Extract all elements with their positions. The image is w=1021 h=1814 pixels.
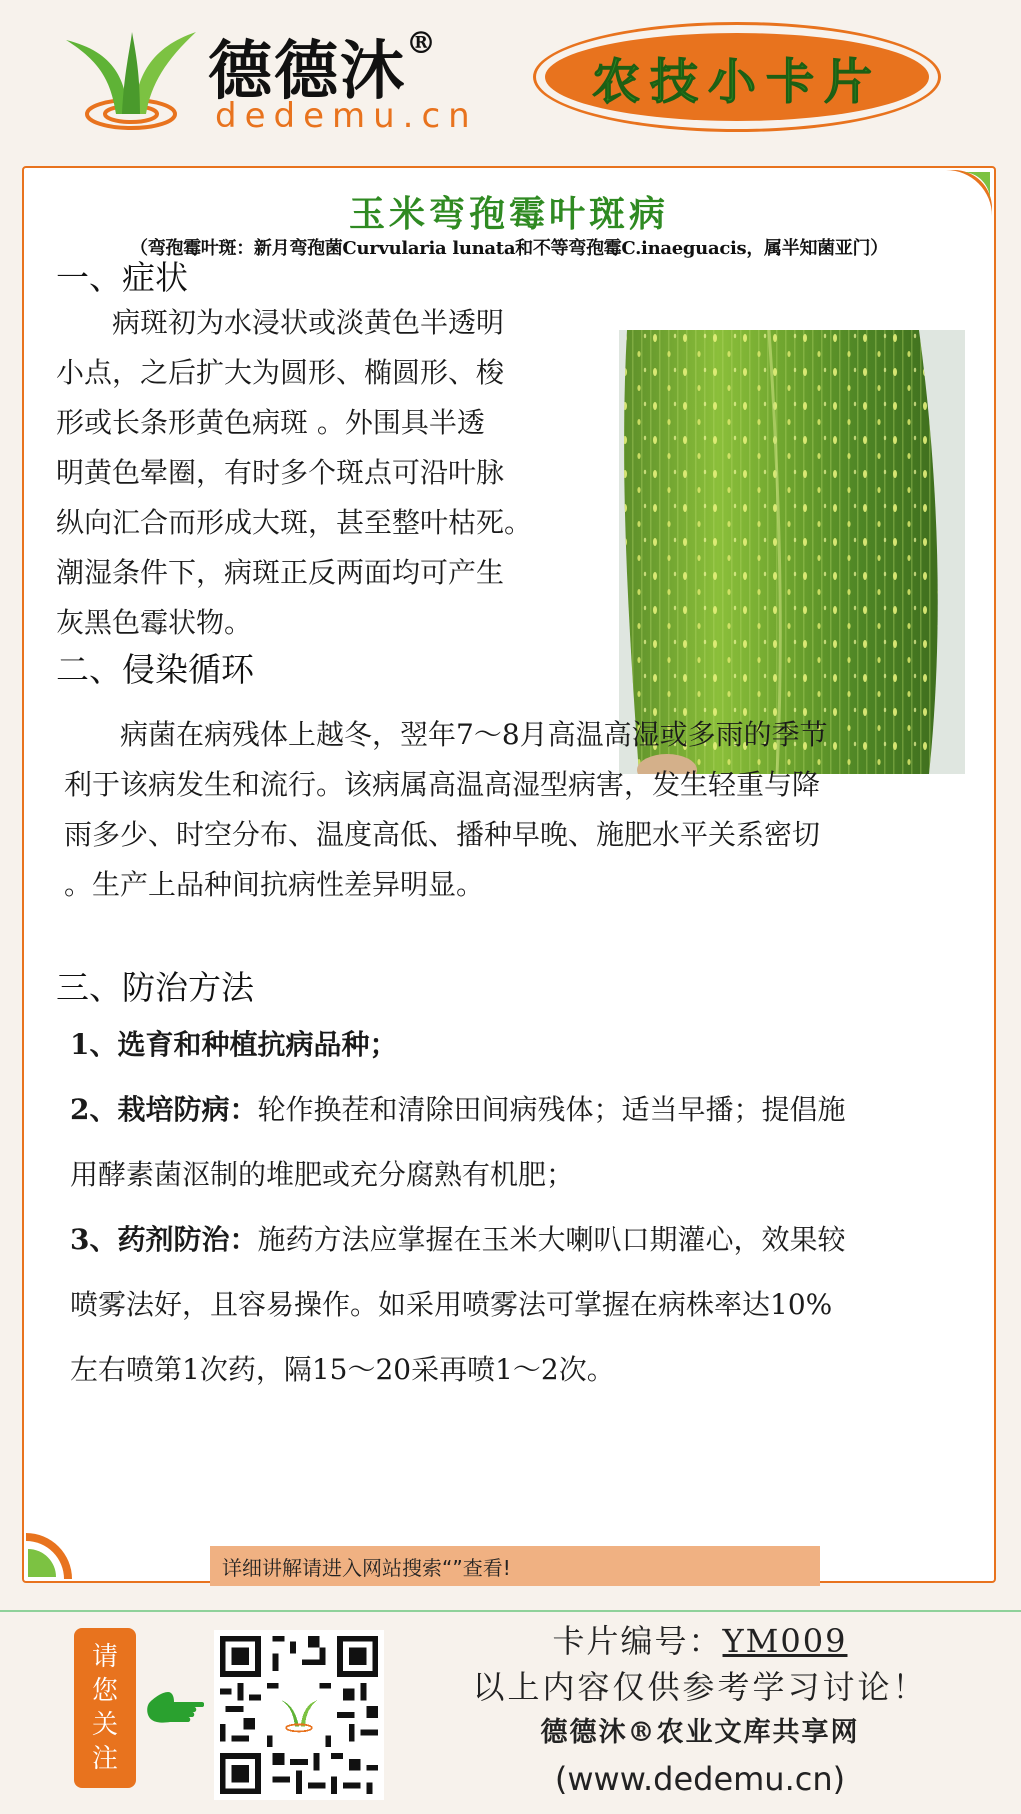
- card-number: 卡片编号：YM009: [552, 1622, 848, 1660]
- qr-code[interactable]: [214, 1630, 384, 1800]
- section-heading-infection-cycle: 二、侵染循环: [56, 650, 254, 689]
- follow-tag: 请 您 关 注: [74, 1628, 136, 1788]
- sprout-logo-icon: [56, 22, 206, 140]
- corner-leaf-icon: [26, 1533, 72, 1579]
- disclaimer: 以上内容仅供参考学习讨论！: [472, 1668, 928, 1706]
- control-item-3: 3、药剂防治：施药方法应掌握在玉米大喇叭口期灌心，效果较 喷雾法好，且容易操作。如采用喷雾法可掌握在病株率达10% 左右喷第1次药，隔15～20采再喷1～2次。: [70, 1223, 846, 1386]
- section-heading-control-methods: 三、防治方法: [56, 968, 254, 1007]
- brand-url: dedemu.cn: [215, 96, 478, 136]
- footer-info: [420, 1618, 980, 1802]
- badge-text: 农技小卡片: [591, 53, 882, 110]
- site-url[interactable]: (www.dedemu.cn): [554, 1760, 846, 1798]
- infection-cycle-text: 病菌在病残体上越冬，翌年7～8月高温高湿或多雨的季节 利于该病发生和流行。该病属高温高湿型病害，发生轻重与降 雨多少、时空分布、温度高低、播种早晚、施肥水平关系密切 。生产上品种间抗病性差异明显。: [64, 718, 828, 901]
- footer-divider: [0, 1610, 1021, 1612]
- card-title: 玉米弯孢霉叶斑病: [348, 193, 669, 235]
- control-item-1: 1、选育和种植抗病品种；: [70, 1028, 398, 1061]
- card-subtitle: （弯孢霉叶斑：新月弯孢菌Curvularia lunata和不等弯孢霉C.inaeguacis，属半知菌亚门）: [130, 238, 888, 259]
- brand-name: 德德沐®: [208, 26, 438, 109]
- header: [0, 0, 1021, 160]
- corn-leaf-photo: [619, 330, 965, 774]
- notice-bar: 详细讲解请进入网站搜索“”查看!: [210, 1546, 820, 1586]
- pointing-hand-icon: [144, 1688, 204, 1726]
- section-heading-symptoms: 一、症状: [56, 258, 188, 297]
- content-card: [22, 166, 996, 1583]
- control-item-2: 2、栽培防病：轮作换茬和清除田间病残体；适当早播；提倡施 用酵素菌沤制的堆肥或充分腐熟有机肥；: [70, 1093, 846, 1191]
- site-name: 德德沐®农业文库共享网: [540, 1717, 860, 1748]
- card-type-badge: [533, 22, 941, 132]
- symptoms-text: 病斑初为水浸状或淡黄色半透明 小点，之后扩大为圆形、椭圆形、梭 形或长条形黄色病斑 。外围具半透 明黄色晕圈，有时多个斑点可沿叶脉 纵向汇合而形成大斑，甚至整叶枯死。 潮湿条件下，病斑正反两面均可产生 灰黑色霉状物。: [56, 306, 533, 639]
